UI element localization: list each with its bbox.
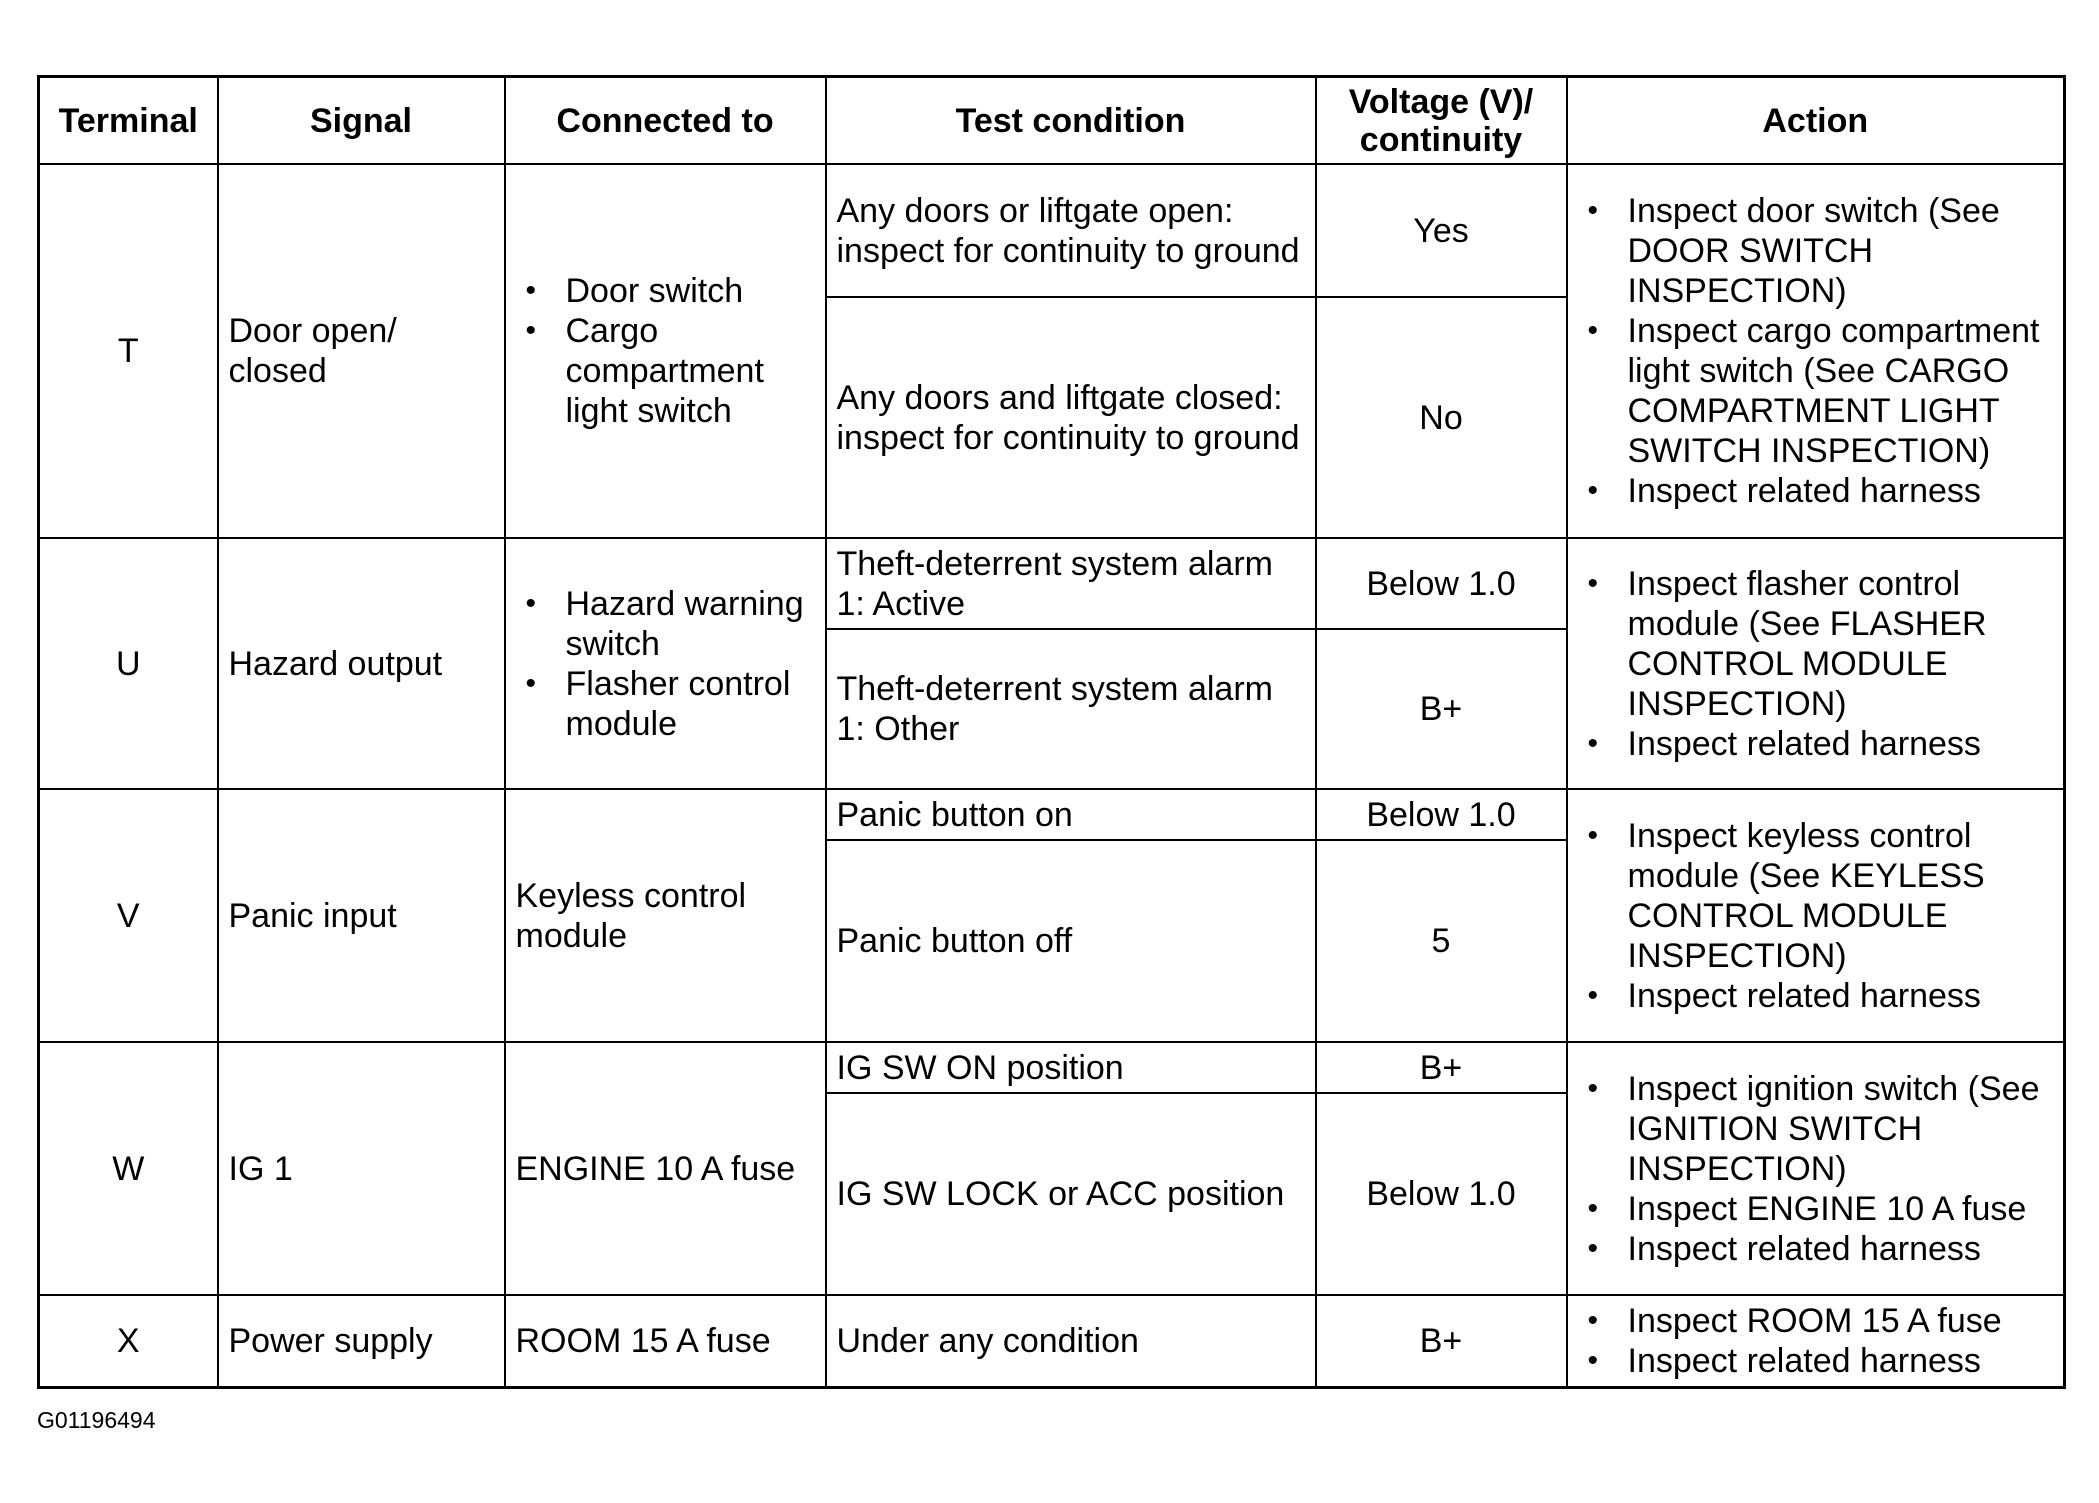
terminal-cell: U [39,538,218,789]
voltage-cell: Below 1.0 [1316,789,1567,840]
connected-to-cell: ENGINE 10 A fuse [505,1042,826,1295]
signal-cell: Hazard output [218,538,505,789]
action-cell [1567,1295,2065,1387]
voltage-cell: B+ [1316,629,1567,790]
list-item: • Cargo compartment light switch [516,311,815,431]
voltage-cell: B+ [1316,1042,1567,1093]
test-condition-cell: Any doors or liftgate open: inspect for continuity to ground [826,164,1316,297]
signal-cell: Door open/ closed [218,164,505,538]
list-item: • Door switch [516,271,815,311]
table-row [39,1295,2065,1387]
list-item: • Inspect keyless control module (See KEYLESS CONTROL MODULE INSPECTION) [1578,816,2054,976]
table-row [39,164,2065,297]
voltage-cell: Yes [1316,164,1567,297]
voltage-cell: 5 [1316,840,1567,1042]
list-item: • Inspect cargo compartment light switch (See CARGO COMPARTMENT LIGHT SWITCH INSPECTION) [1578,311,2054,471]
test-condition-cell: Panic button off [826,840,1316,1042]
terminal-cell: V [39,789,218,1042]
voltage-cell: Below 1.0 [1316,1093,1567,1295]
test-condition-cell: Under any condition [826,1295,1316,1387]
terminal-cell: X [39,1295,218,1387]
connected-to-cell: Keyless control module [505,789,826,1042]
list-item: • Inspect door switch (See DOOR SWITCH INSPECTION) [1578,191,2054,311]
header-signal: Signal [218,77,505,165]
voltage-cell: B+ [1316,1295,1567,1387]
action-cell [1567,538,2065,789]
header-terminal: Terminal [39,77,218,165]
action-cell [1567,1042,2065,1295]
header-voltage [1316,77,1567,165]
inspection-table [37,75,2066,1389]
list-item: • Inspect related harness [1578,471,2054,511]
connected-to-cell [505,164,826,538]
test-condition-cell: Theft-deterrent system alarm 1: Other [826,629,1316,790]
connected-to-cell [505,538,826,789]
signal-cell: Power supply [218,1295,505,1387]
voltage-cell: Below 1.0 [1316,538,1567,628]
table-row [39,789,2065,840]
connected-to-cell: ROOM 15 A fuse [505,1295,826,1387]
list-item: • Hazard warning switch [516,584,815,664]
action-cell [1567,789,2065,1042]
terminal-cell: W [39,1042,218,1295]
header-row [39,77,2065,165]
test-condition-cell: Theft-deterrent system alarm 1: Active [826,538,1316,628]
signal-cell: IG 1 [218,1042,505,1295]
header-voltage-line2: continuity [1359,120,1523,159]
list-item: • Inspect related harness [1578,1229,2054,1269]
list-item: • Inspect flasher control module (See FLASHER CONTROL MODULE INSPECTION) [1578,564,2054,724]
list-item: • Inspect related harness [1578,976,2054,1016]
list-item: • Inspect related harness [1578,724,2054,764]
terminal-cell: T [39,164,218,538]
list-item: • Inspect ignition switch (See IGNITION SWITCH INSPECTION) [1578,1069,2054,1189]
header-action: Action [1567,77,2065,165]
header-test-condition: Test condition [826,77,1316,165]
action-cell [1567,164,2065,538]
test-condition-cell: IG SW LOCK or ACC position [826,1093,1316,1295]
table-row [39,538,2065,628]
list-item: • Inspect related harness [1578,1341,2054,1381]
voltage-cell: No [1316,297,1567,538]
list-item: • Flasher control module [516,664,815,744]
list-item: • Inspect ROOM 15 A fuse [1578,1301,2054,1341]
header-connected-to: Connected to [505,77,826,165]
test-condition-cell: IG SW ON position [826,1042,1316,1093]
test-condition-cell: Panic button on [826,789,1316,840]
test-condition-cell: Any doors and liftgate closed: inspect for continuity to ground [826,297,1316,538]
figure-id: G01196494 [37,1407,156,1433]
table-row [39,1042,2065,1093]
signal-cell: Panic input [218,789,505,1042]
list-item: • Inspect ENGINE 10 A fuse [1578,1189,2054,1229]
header-voltage-line1: Voltage (V)/ [1348,82,1534,121]
